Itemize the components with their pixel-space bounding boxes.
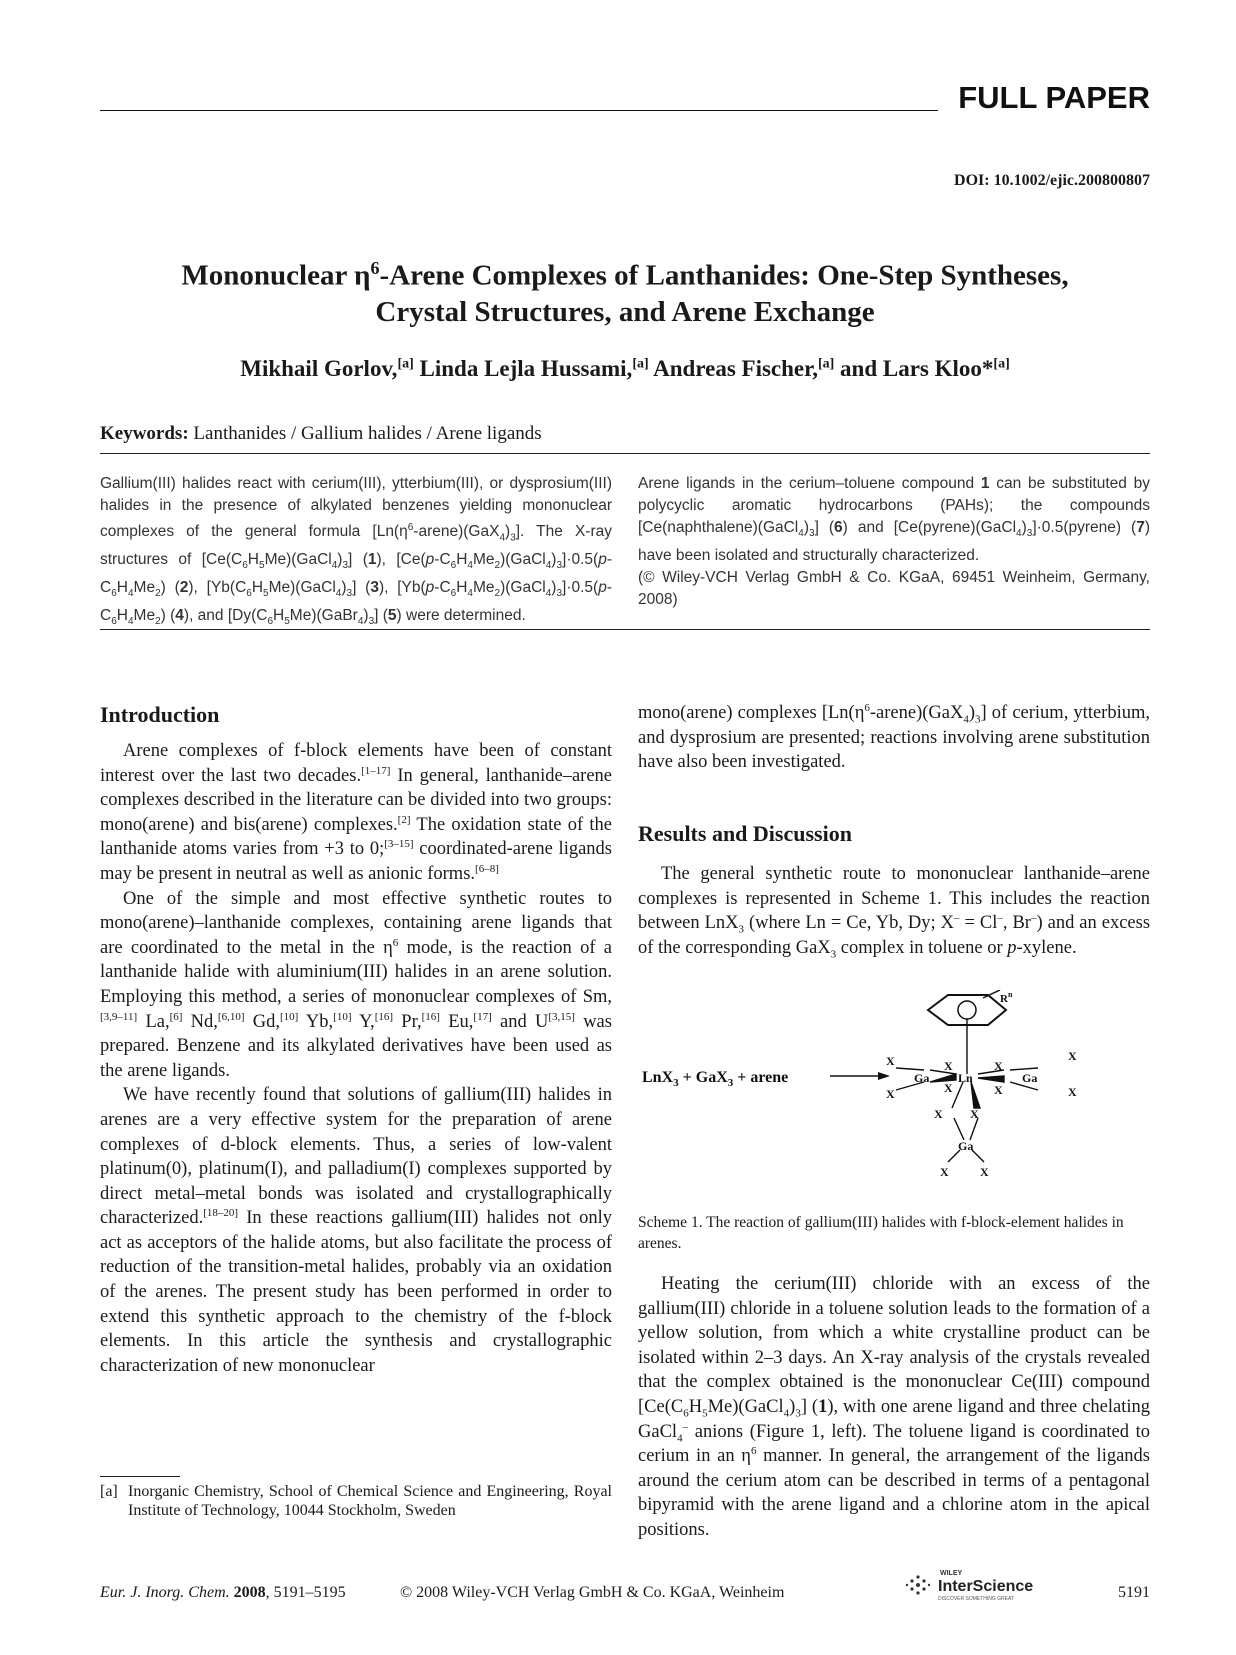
svg-text:X: X bbox=[1068, 1085, 1077, 1099]
abstract-top-rule bbox=[100, 453, 1150, 454]
author[interactable]: Mikhail Gorlov, bbox=[240, 356, 398, 381]
header-rule bbox=[100, 110, 938, 111]
citation[interactable]: [3–15] bbox=[384, 838, 414, 851]
svg-text:X: X bbox=[970, 1107, 979, 1121]
author[interactable]: and Lars Kloo* bbox=[840, 356, 994, 381]
heading-introduction: Introduction bbox=[100, 702, 220, 727]
svg-text:X: X bbox=[1068, 1049, 1077, 1063]
citation[interactable]: [3,15] bbox=[548, 1010, 575, 1023]
citation[interactable]: [6–8] bbox=[475, 862, 499, 875]
substituent-label: $R^n$ bbox=[1000, 990, 1013, 1005]
svg-text:Ga: Ga bbox=[914, 1071, 930, 1085]
author[interactable]: Andreas Fischer, bbox=[653, 356, 818, 381]
citation[interactable]: [10] bbox=[333, 1010, 352, 1023]
citation[interactable]: [10] bbox=[280, 1010, 299, 1023]
citation[interactable]: [18–20] bbox=[203, 1207, 239, 1220]
section-tag: FULL PAPER bbox=[958, 80, 1150, 115]
citation[interactable]: [6,10] bbox=[217, 1010, 245, 1023]
paragraph: One of the simple and most effective synthetic routes to mono(arene)–lanthanide complexes, containing arene ligands that are coordinated to the metal in the $\eta^6$ mode, is the reaction of a lanthanide halide with aluminium(III) halides in an arene solution. Employing this method, a series of mononuclear complexes of Sm,[3,9–11] La,[6] Nd,[6,10] Gd,[10] Yb,[10] Y,[16] Pr,[16] Eu,[17] and U[3,15] was prepared. Benzene and its alkylated derivatives have been used as the arene ligands. bbox=[100, 888, 612, 1081]
svg-text:X: X bbox=[940, 1165, 949, 1179]
citation[interactable]: [16] bbox=[421, 1010, 440, 1023]
svg-text:X: X bbox=[886, 1054, 895, 1068]
author[interactable]: Linda Lejla Hussami, bbox=[419, 356, 633, 381]
svg-text:X: X bbox=[934, 1107, 943, 1121]
affiliation-footnote: [a] Inorganic Chemistry, School of Chemical Science and Engineering, Royal Institute of Technology, 10044 Stockholm, Sweden bbox=[100, 1483, 612, 1519]
wiley-interscience-logo bbox=[904, 1567, 1074, 1603]
svg-text:X: X bbox=[980, 1165, 989, 1179]
footer-copyright: © 2008 Wiley-VCH Verlag GmbH & Co. KGaA, Weinheim bbox=[400, 1584, 785, 1601]
svg-text:X: X bbox=[994, 1059, 1003, 1073]
paragraph: Arene complexes of f-block elements have been of constant interest over the last two decades.[1–17] In general, lanthanide–arene complexes described in the literature can be divided into two groups: mono(arene) and bis(arene) complexes.[2] The oxidation state of the lanthanide atoms varies from +3 to 0;[3–15] coordinated-arene ligands may be present in neutral as well as anionic forms.[6–8] bbox=[100, 741, 612, 884]
reaction-arrow bbox=[830, 1072, 890, 1080]
heading-results: Results and Discussion bbox=[638, 821, 852, 846]
svg-text:InterScience: InterScience bbox=[938, 1578, 1034, 1595]
keywords-label: Keywords: bbox=[100, 423, 189, 444]
keywords-value: Lanthanides / Gallium halides / Arene ligands bbox=[193, 423, 542, 444]
abstract-left: Gallium(III) halides react with cerium(III), ytterbium(III), or dysprosium(III) halides in the presence of alkylated benzenes yielding mononuclear complexes of the general formula $[Ln(\eta^6-arene)(GaX_4)_3]$. The X-ray structures of $[Ce(C_6H_5Me)(GaCl_4)_3]$ (1), $[Ce(p-C_6H_4Me_2)(GaCl_4)_3]\cdot 0.5(p-C_6H_4Me_2)$ (2), $[Yb(C_6H_5Me)(GaCl_4)_3]$ (3), $[Yb(p-C_6H_4Me_2)(GaCl_4)_3]\cdot 0.5(p-C_6H_4Me_2)$ (4), and $[Dy(C_6H_5Me)(GaBr_4)_3]$ (5) were determined. bbox=[100, 475, 612, 628]
abstract-bottom-rule bbox=[100, 629, 1150, 630]
citation[interactable]: [2] bbox=[397, 813, 411, 826]
article-title: Mononuclear $\eta^6$-Arene Complexes of Lanthanides: One-Step Syntheses, Crystal Structures, and Arene Exchange bbox=[181, 258, 1069, 328]
svg-text:X: X bbox=[944, 1059, 953, 1073]
page-number: 5191 bbox=[1118, 1584, 1150, 1601]
svg-text:Ln: Ln bbox=[958, 1071, 973, 1085]
scheme-1-figure bbox=[638, 990, 1150, 1190]
introduction-text bbox=[100, 739, 612, 1378]
paragraph: We have recently found that solutions of gallium(III) halides in arenes are a very effective system for the preparation of arene complexes of d-block elements. Thus, a series of low-valent platinum(0), platinum(I), and palladium(I) complexes supported by direct metal–metal bonds was isolated and crystallographically characterized.[18–20] In these reactions gallium(III) halides not only act as acceptors of the halide atoms, but also facilitate the process of reduction of the transition-metal halides, probably via an oxidation of the arenes. The present study has been performed in order to extend this synthetic approach to the chemistry of the f-block elements. In this article the synthesis and crystallographic characterization of new mononuclear bbox=[100, 1085, 612, 1376]
results-text-2 bbox=[638, 1272, 1150, 1543]
scheme-caption: Scheme 1. The reaction of gallium(III) halides with f-block-element halides in arenes. bbox=[638, 1214, 1124, 1252]
citation[interactable]: [3,9–11] bbox=[100, 1010, 138, 1023]
keywords bbox=[100, 423, 542, 445]
citation[interactable]: [16] bbox=[374, 1010, 394, 1023]
abstract-right: Arene ligands in the cerium–toluene compound 1 can be substituted by polycyclic aromatic hydrocarbons (PAHs); the compounds $[Ce(naphthalene)(GaCl_4)_3]$ (6) and $[Ce(pyrene)(GaCl_4)_3]\cdot 0.5(pyrene)$ (7) have been isolated and structurally characterized. (© Wiley-VCH Verlag GmbH & Co. KGaA, 69451 Weinheim, Germany, 2008) bbox=[638, 475, 1151, 609]
footnote-rule bbox=[100, 1476, 180, 1477]
svg-text:X: X bbox=[944, 1081, 953, 1095]
introduction-continued: mono(arene) complexes $[Ln(\eta^6-arene)(GaX_4)_3]$ of cerium, ytterbium, and dysprosium are presented; reactions involving arene substitution have also been investigated. bbox=[638, 701, 1150, 773]
svg-text:Ga: Ga bbox=[958, 1139, 974, 1153]
author-list: Mikhail Gorlov,[a] Linda Lejla Hussami,[a] Andreas Fischer,[a] and Lars Kloo*[a] bbox=[240, 356, 1010, 381]
svg-text:Ga: Ga bbox=[1022, 1071, 1038, 1085]
results-text bbox=[638, 862, 1150, 960]
citation[interactable]: [6] bbox=[169, 1010, 183, 1023]
svg-text:X: X bbox=[994, 1083, 1003, 1097]
svg-text:X: X bbox=[886, 1087, 895, 1101]
paragraph: The general synthetic route to mononuclear lanthanide–arene complexes is represented in Scheme 1. This includes the reaction between LnX$_3$ (where Ln = Ce, Yb, Dy; X– = Cl–, Br–) and an excess of the corresponding GaX$_3$ complex in toluene or p-xylene. bbox=[638, 864, 1151, 961]
svg-text:WILEY: WILEY bbox=[940, 1570, 963, 1577]
journal-citation: Eur. J. Inorg. Chem. 2008, 5191–5195 bbox=[100, 1584, 346, 1601]
citation[interactable]: [17] bbox=[473, 1010, 492, 1023]
svg-text:DISCOVER SOMETHING GREAT: DISCOVER SOMETHING GREAT bbox=[938, 1596, 1015, 1602]
citation[interactable]: [1–17] bbox=[361, 764, 391, 777]
doi[interactable]: DOI: 10.1002/ejic.200800807 bbox=[954, 172, 1150, 189]
reaction-equation: LnX$_3$ + GaX$_3$ + arene bbox=[642, 1069, 789, 1089]
paragraph: Heating the cerium(III) chloride with an excess of the gallium(III) chloride in a toluene solution leads to the formation of a yellow solution, from which a white crystalline product can be isolated within 2–3 days. An X-ray analysis of the crystals revealed that the complex obtained is the mononuclear Ce(III) compound $[Ce(C_6H_5Me)(GaCl_4)_3]$ (1), with one arene ligand and three chelating GaCl$_4$– anions (Figure 1, left). The toluene ligand is coordinated to cerium in an $\eta^6$ manner. In general, the arrangement of the ligands around the cerium atom can be described in terms of a pentagonal bipyramid with the arene ligand and a chlorine atom in the apical positions. bbox=[638, 1274, 1150, 1540]
